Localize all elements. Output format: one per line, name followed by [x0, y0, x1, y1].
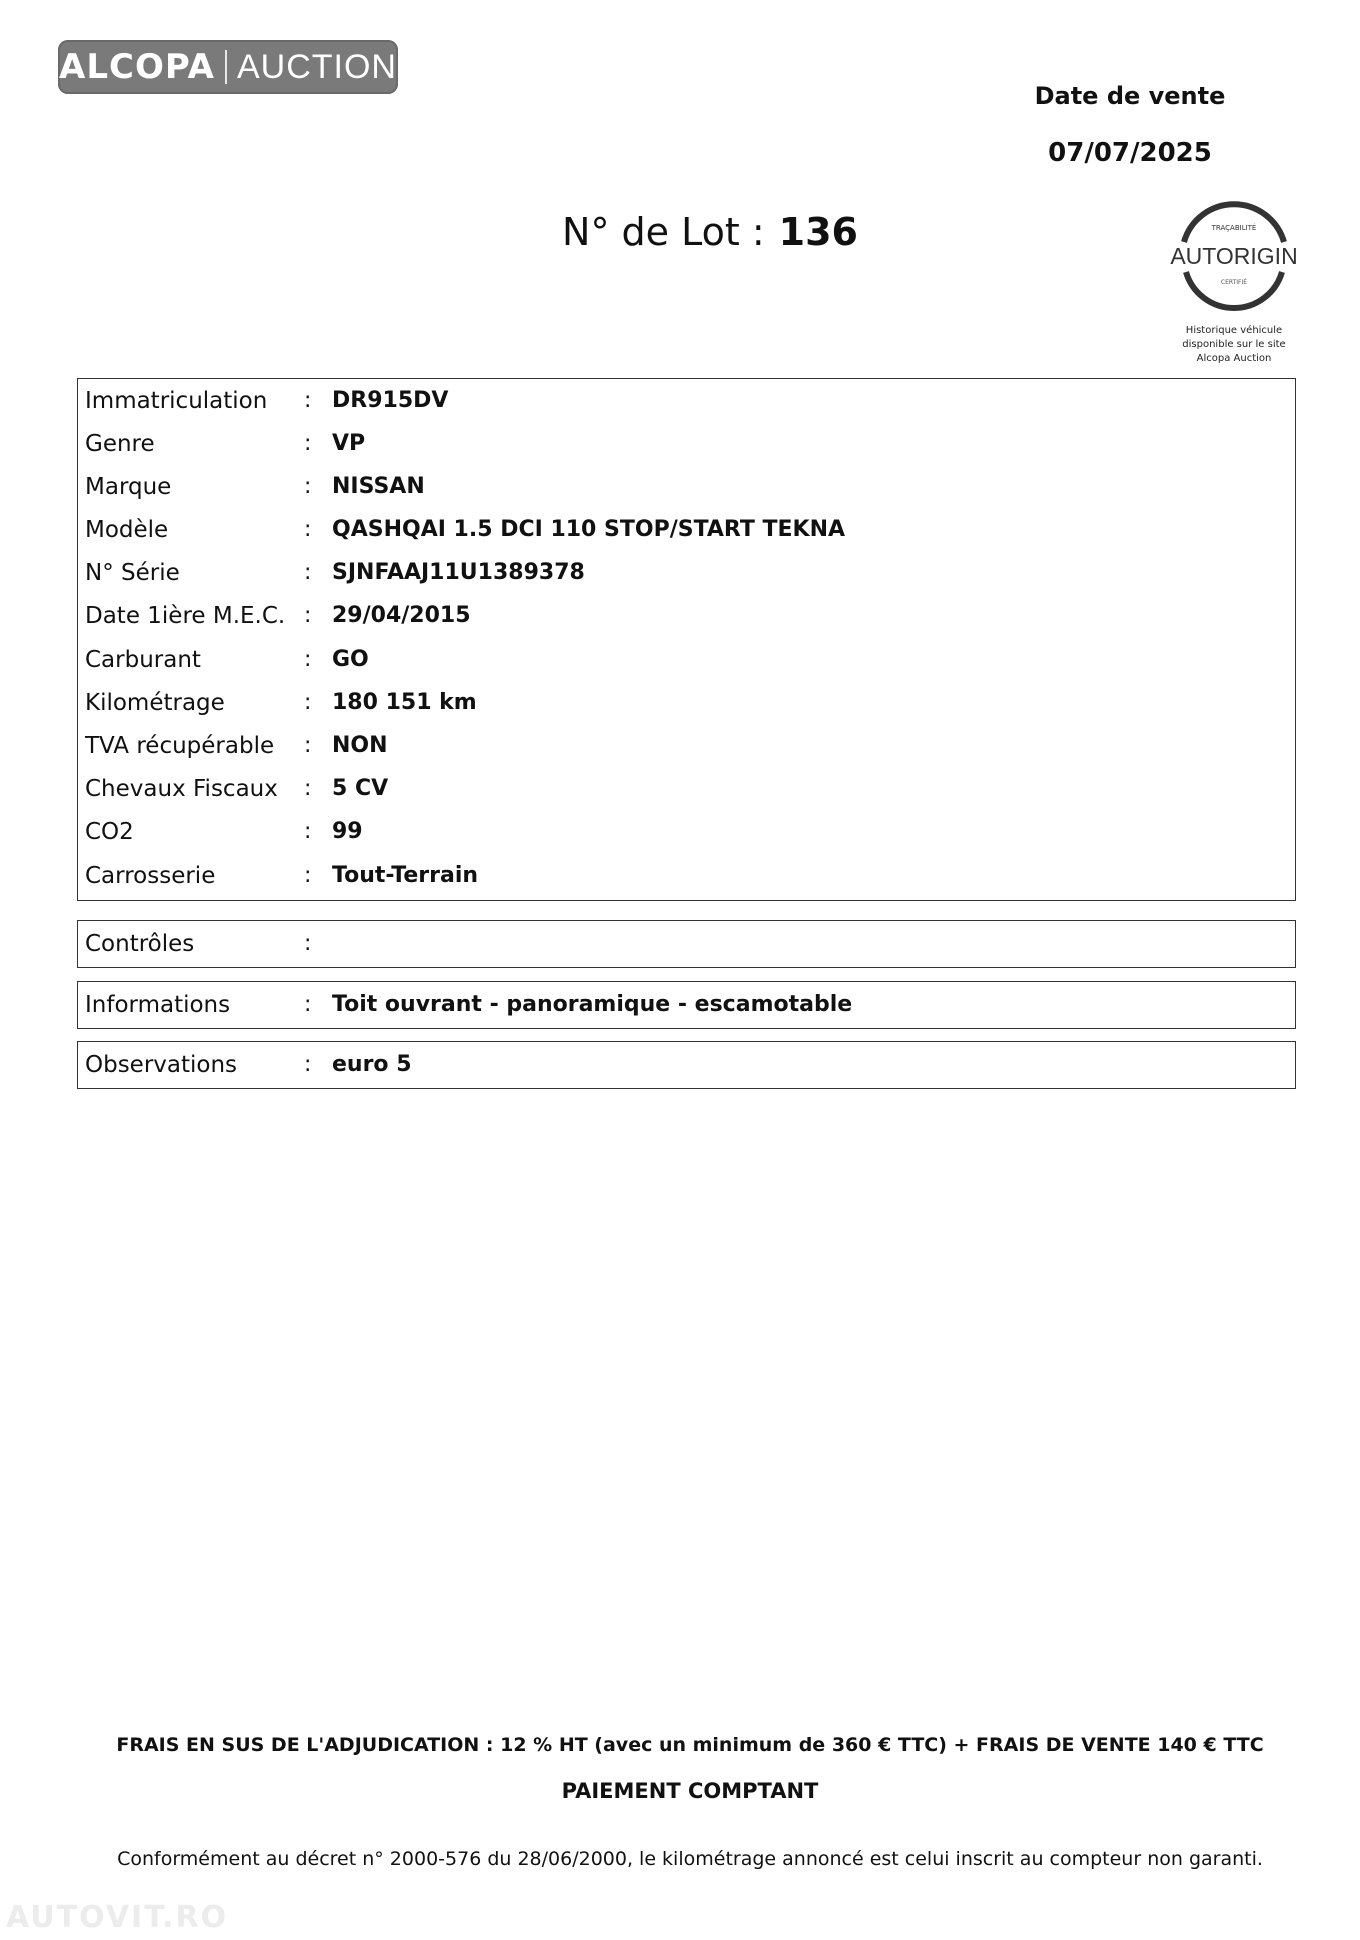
table-row [78, 379, 1295, 422]
field-colon: : [304, 647, 312, 672]
lot-label: N° de Lot : [562, 210, 765, 254]
table-row [78, 638, 1295, 681]
table-row [78, 594, 1295, 637]
field-value: DR915DV [332, 388, 449, 413]
field-label: Kilométrage [85, 689, 225, 716]
field-value: euro 5 [332, 1052, 412, 1077]
table-row [78, 681, 1295, 724]
field-colon: : [304, 517, 312, 542]
seal-caption-line: Alcopa Auction [1196, 353, 1272, 364]
watermark: AUTOVIT.RO [6, 1900, 229, 1935]
table-row [78, 422, 1295, 465]
observations-box [77, 1041, 1296, 1089]
field-colon: : [304, 1052, 312, 1077]
table-row [78, 508, 1295, 551]
field-colon: : [304, 863, 312, 888]
field-label: Date 1ière M.E.C. [85, 602, 286, 629]
informations-box [77, 981, 1296, 1029]
table-row [78, 767, 1295, 810]
field-label: TVA récupérable [85, 732, 275, 759]
field-colon: : [304, 819, 312, 844]
field-value: NISSAN [332, 474, 425, 499]
table-row [78, 983, 1295, 1026]
field-label: Carrosserie [85, 862, 216, 889]
logo-brand: ALCOPA [59, 47, 215, 87]
vehicle-details-table [77, 378, 1296, 901]
logo-separator [225, 50, 227, 84]
field-colon: : [304, 931, 312, 956]
field-value: GO [332, 647, 369, 672]
field-value: 180 151 km [332, 690, 477, 715]
table-row [78, 465, 1295, 508]
table-row [78, 1043, 1295, 1086]
field-label: Marque [85, 473, 172, 500]
seal-top-text: TRAÇABILITÉ [1211, 224, 1257, 232]
field-label: Observations [85, 1051, 238, 1078]
mileage-decree-notice: Conformément au décret n° 2000-576 du 28/06/2000, le kilométrage annoncé est celui inscrit au compteur non garanti. [117, 1848, 1263, 1870]
sale-date-label: Date de vente [1034, 82, 1226, 110]
field-label: Immatriculation [85, 387, 268, 414]
field-label: N° Série [85, 559, 180, 586]
field-colon: : [304, 776, 312, 801]
field-value: 5 CV [332, 776, 389, 801]
table-row [78, 854, 1295, 897]
field-label: Carburant [85, 646, 201, 673]
seal-caption [1150, 324, 1318, 366]
field-label: CO2 [85, 818, 134, 845]
seal-bottom-text: CERTIFIÉ [1220, 279, 1248, 286]
field-colon: : [304, 431, 312, 456]
seal-brand: AUTORIGIN [1170, 243, 1298, 269]
field-value: Tout-Terrain [332, 863, 479, 888]
table-row [78, 922, 1295, 965]
autorigin-seal-icon [1168, 198, 1300, 314]
field-label: Modèle [85, 516, 169, 543]
field-value: 99 [332, 819, 363, 844]
field-colon: : [304, 560, 312, 585]
table-row [78, 810, 1295, 853]
field-value: SJNFAAJ11U1389378 [332, 560, 585, 585]
field-value: NON [332, 733, 388, 758]
seal-caption-line: disponible sur le site [1182, 339, 1286, 350]
sale-date-value: 07/07/2025 [1048, 138, 1212, 168]
field-value: VP [332, 431, 366, 456]
field-colon: : [304, 733, 312, 758]
field-colon: : [304, 474, 312, 499]
field-value: Toit ouvrant - panoramique - escamotable [332, 992, 853, 1017]
field-colon: : [304, 992, 312, 1017]
table-row [78, 724, 1295, 767]
field-colon: : [304, 603, 312, 628]
lot-number-heading [500, 210, 920, 254]
lot-number: 136 [778, 210, 858, 254]
field-colon: : [304, 388, 312, 413]
field-colon: : [304, 690, 312, 715]
logo-sub: AUCTION [236, 47, 397, 86]
field-label: Genre [85, 430, 155, 457]
table-row [78, 551, 1295, 594]
seal-caption-line: Historique véhicule [1185, 325, 1283, 336]
fees-notice: FRAIS EN SUS DE L'ADJUDICATION : 12 % HT (avec un minimum de 360 € TTC) + FRAIS DE VENTE 140 € TTC [116, 1734, 1264, 1756]
field-label: Contrôles [85, 930, 195, 957]
field-label: Informations [85, 991, 231, 1018]
field-value: QASHQAI 1.5 DCI 110 STOP/START TEKNA [332, 517, 846, 542]
alcopa-logo [58, 40, 398, 94]
field-label: Chevaux Fiscaux [85, 775, 278, 802]
controles-box [77, 920, 1296, 968]
payment-notice: PAIEMENT COMPTANT [561, 1779, 819, 1803]
field-value: 29/04/2015 [332, 603, 471, 628]
